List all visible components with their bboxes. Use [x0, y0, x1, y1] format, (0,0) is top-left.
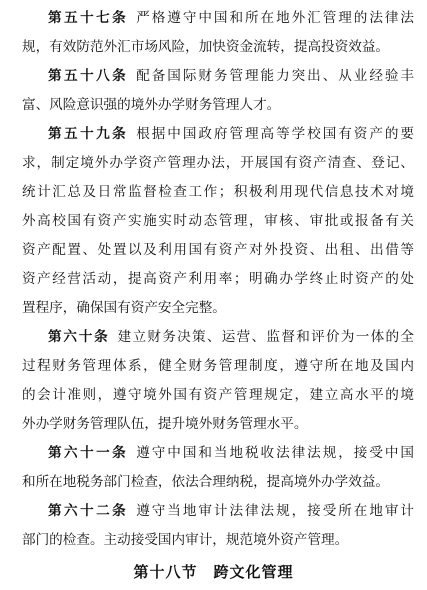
article-59-line-1: 第五十九条 根据中国政府管理高等学校国有资产的要 — [48, 126, 414, 142]
article-57-line-2: 规，有效防范外汇市场风险，加快资金流转，提高投资效益。 — [22, 39, 390, 55]
article-59-line-4: 外高校国有资产实施实时动态管理，审核、审批或报备有关 — [22, 213, 414, 229]
article-60-line-4: 外办学财务管理队伍，提升境外财务管理水平。 — [22, 416, 308, 432]
article-60-line-1: 第六十条 建立财务决策、运营、监督和评价为一体的全 — [48, 329, 414, 345]
section-heading: 第十八节 跨文化管理 — [133, 563, 294, 581]
article-58-label: 第五十八条 — [48, 68, 129, 84]
article-61-label: 第六十一条 — [48, 445, 129, 461]
article-62-line-1: 第六十二条 遵守当地审计法律法规，接受所在地审计 — [48, 503, 414, 519]
article-59-line-5: 资产配置、处置以及利用国有资产对外投资、出租、出借等 — [22, 242, 414, 258]
article-60-label: 第六十条 — [48, 329, 110, 345]
article-59-label: 第五十九条 — [48, 126, 129, 142]
article-59-line-7: 置程序，确保国有资产安全完整。 — [22, 300, 226, 316]
article-59-line-6: 资产经营活动，提高资产利用率；明确办学终止时资产的处 — [22, 271, 414, 287]
article-60-line-2: 过程财务管理体系，健全财务管理制度，遵守所在地及国内 — [22, 358, 414, 374]
article-61-line-2: 和所在地税务部门检查，依法合理纳税，提高境外办学效益。 — [22, 474, 390, 490]
article-57-line-1: 第五十七条 严格遵守中国和所在地外汇管理的法律法 — [48, 10, 414, 26]
article-62-line-2: 部门的检查。主动接受国内审计，规范境外资产管理。 — [22, 532, 349, 548]
article-57-label: 第五十七条 — [48, 10, 129, 26]
article-59-line-2: 求，制定境外办学资产管理办法，开展国有资产清查、登记、 — [22, 155, 414, 171]
article-61-line-1: 第六十一条 遵守中国和当地税收法律法规，接受中国 — [48, 445, 414, 461]
article-58-line-1: 第五十八条 配备国际财务管理能力突出、从业经验丰 — [48, 68, 414, 84]
article-59-line-3: 统计汇总及日常监督检查工作；积极利用现代信息技术对境 — [22, 184, 414, 200]
article-58-line-2: 富、风险意识强的境外办学财务管理人才。 — [22, 97, 281, 113]
article-62-label: 第六十二条 — [48, 503, 129, 519]
article-60-line-3: 的会计准则，遵守境外国有资产管理规定，建立高水平的境 — [22, 387, 414, 403]
